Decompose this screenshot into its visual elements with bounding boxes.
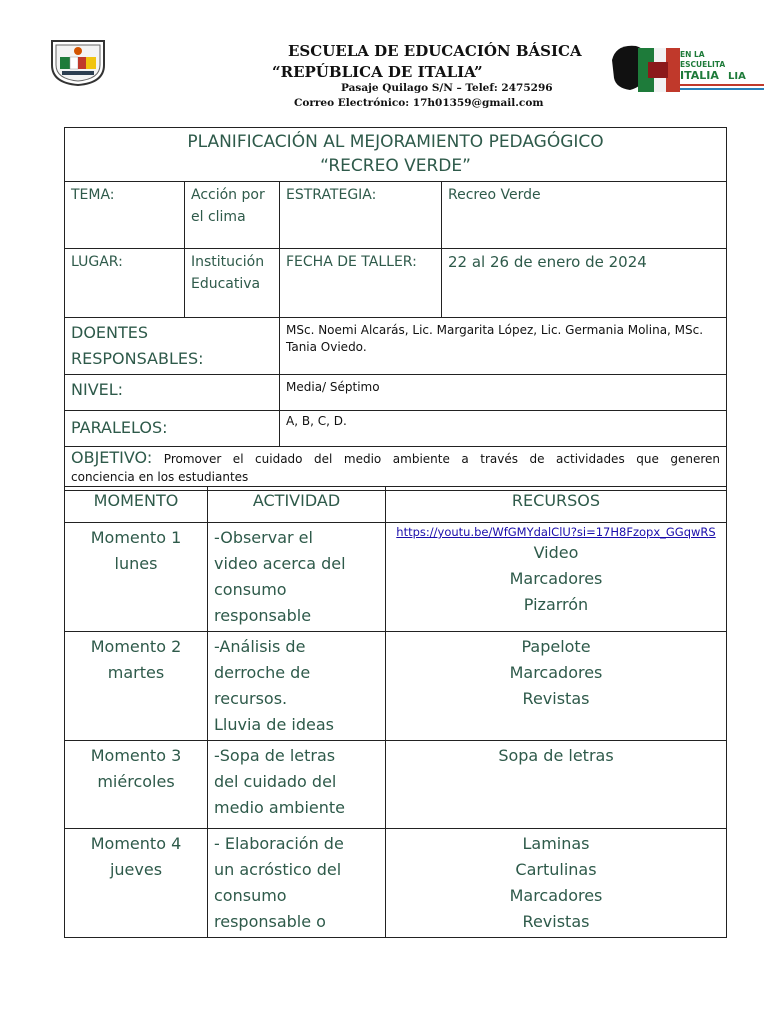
planning-title: PLANIFICACIÓN AL MEJORAMIENTO PEDAGÓGICO “RECREO VERDE” <box>65 128 727 182</box>
header-actividad: ACTIVIDAD <box>208 487 386 523</box>
docentes-label: DOENTES RESPONSABLES: <box>65 318 280 375</box>
lugar-value: Institución Educativa <box>185 249 280 318</box>
moment-1: Momento 1 lunes <box>65 523 208 632</box>
activity-1: -Observar el video acerca del consumo responsable <box>208 523 386 632</box>
tema-value: Acción por el clima <box>185 182 280 249</box>
school-crest-icon <box>48 35 108 87</box>
youtube-link[interactable]: https://youtu.be/WfGMYdalClU?si=17H8Fzopx_GGqwRS <box>396 525 716 539</box>
moment-2: Momento 2 martes <box>65 632 208 741</box>
svg-text:LIA: LIA <box>728 71 746 82</box>
svg-text:EN LA: EN LA <box>680 50 705 59</box>
docentes-value: MSc. Noemi Alcarás, Lic. Margarita López, Lic. Germania Molina, MSc. Tania Oviedo. <box>280 318 727 375</box>
estrategia-value: Recreo Verde <box>442 182 727 249</box>
resources-4: Laminas Cartulinas Marcadores Revistas <box>386 829 727 938</box>
document-header <box>0 0 768 120</box>
moment-4: Momento 4 jueves <box>65 829 208 938</box>
activities-table <box>64 486 727 938</box>
objetivo-line2: conciencia en los estudiantes <box>71 470 249 484</box>
paralelos-label: PARALELOS: <box>65 411 280 447</box>
resources-2: Papelote Marcadores Revistas <box>386 632 727 741</box>
estrategia-label: ESTRATEGIA: <box>280 182 442 249</box>
moment-3: Momento 3 miércoles <box>65 741 208 829</box>
activity-3: -Sopa de letras del cuidado del medio ambiente <box>208 741 386 829</box>
school-address: Pasaje Quilago S/N – Telef: 2475296 <box>341 82 553 94</box>
nivel-value: Media/ Séptimo <box>280 375 727 411</box>
escuelita-italia-logo-icon <box>610 40 766 96</box>
paralelos-value: A, B, C, D. <box>280 411 727 447</box>
svg-text:ESCUELITA: ESCUELITA <box>680 60 726 69</box>
svg-text:ITALIA: ITALIA <box>680 69 719 82</box>
activity-2: -Análisis de derroche de recursos. Lluvia de ideas <box>208 632 386 741</box>
objetivo-label: OBJETIVO: <box>71 448 153 467</box>
fecha-value: 22 al 26 de enero de 2024 <box>442 249 727 318</box>
school-email: Correo Electrónico: 17h01359@gmail.com <box>294 97 544 109</box>
header-recursos: RECURSOS <box>386 487 727 523</box>
resources-1: https://youtu.be/WfGMYdalClU?si=17H8Fzopx_GGqwRS Video Marcadores Pizarrón <box>386 523 727 632</box>
activity-4: - Elaboración de un acróstico del consumo responsable o <box>208 829 386 938</box>
planning-table <box>64 127 727 491</box>
school-subtitle: “REPÚBLICA DE ITALIA” <box>272 63 483 81</box>
objetivo-line1: Promover el cuidado del medio ambiente a través de actividades que generen <box>163 452 720 466</box>
lugar-label: LUGAR: <box>65 249 185 318</box>
school-name: ESCUELA DE EDUCACIÓN BÁSICA <box>288 42 582 60</box>
resources-3: Sopa de letras <box>386 741 727 829</box>
tema-label: TEMA: <box>65 182 185 249</box>
nivel-label: NIVEL: <box>65 375 280 411</box>
header-momento: MOMENTO <box>65 487 208 523</box>
fecha-label: FECHA DE TALLER: <box>280 249 442 318</box>
objetivo-cell <box>65 447 727 491</box>
